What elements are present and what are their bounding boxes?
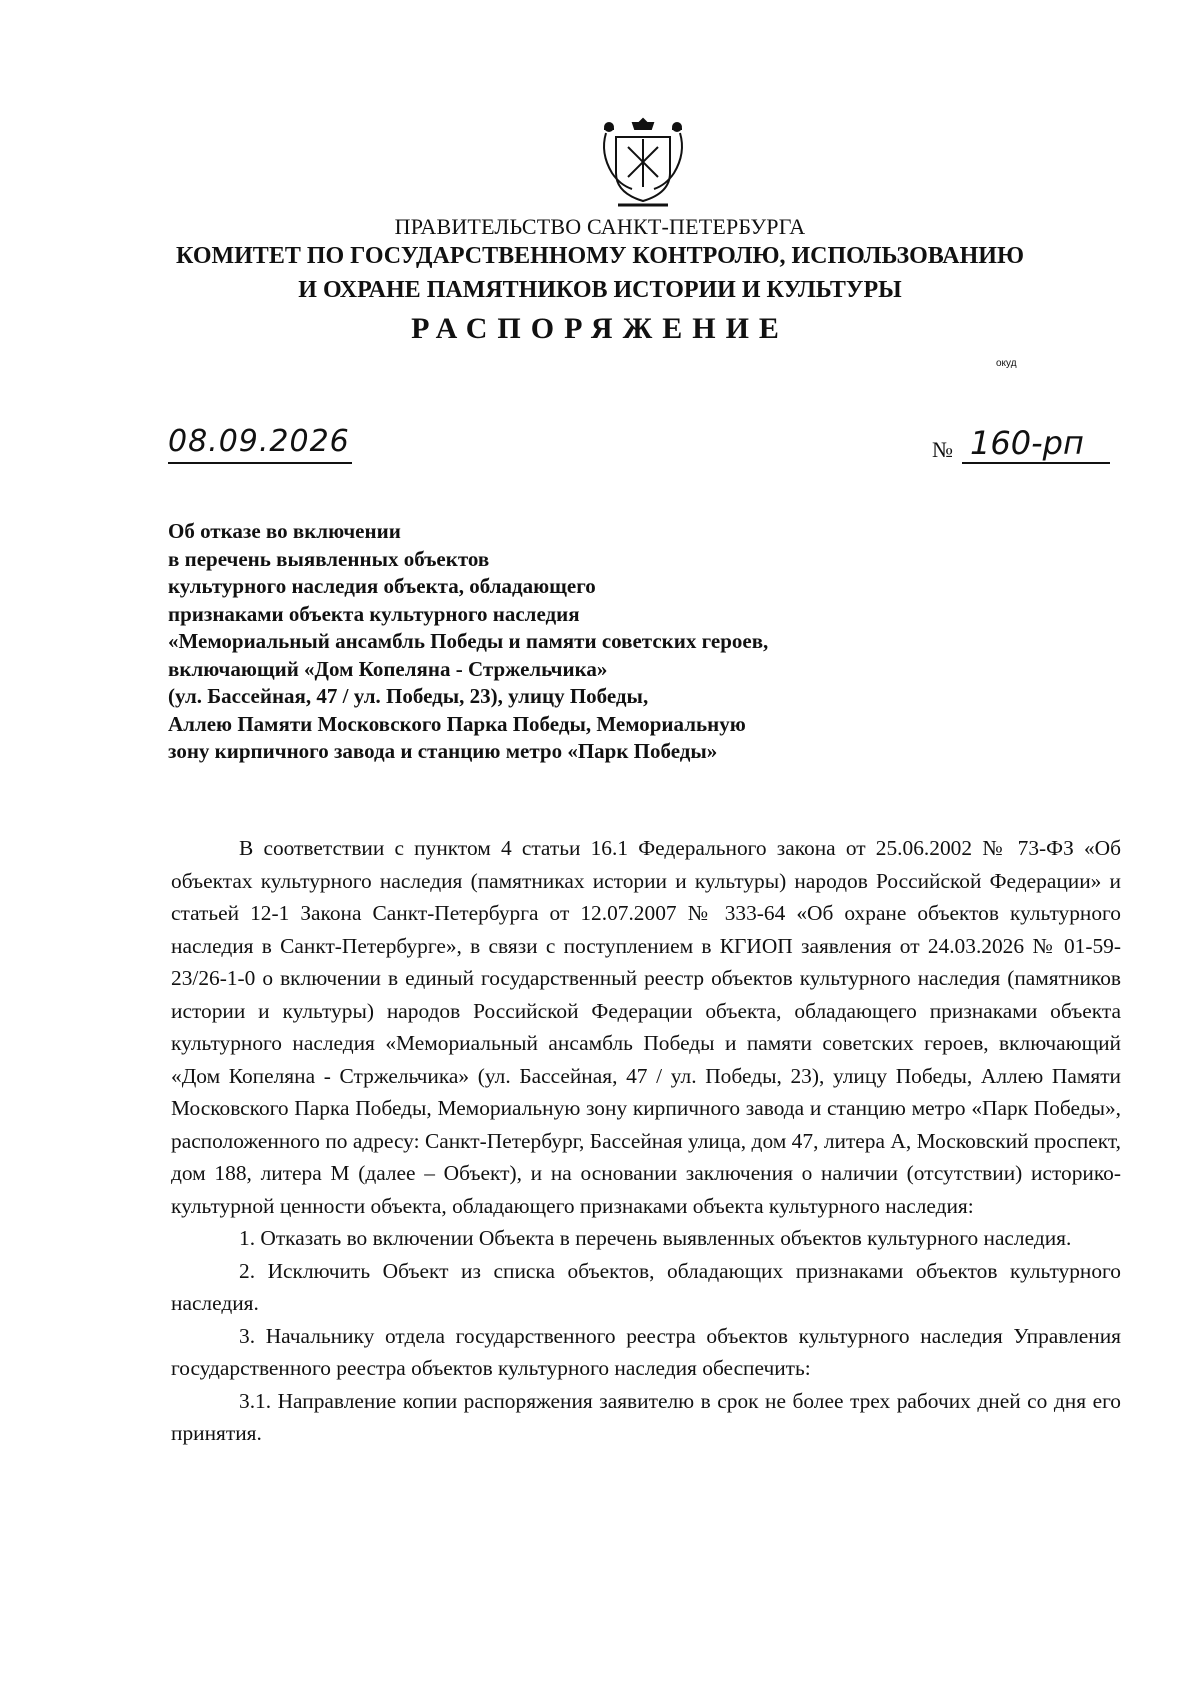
subject-line: (ул. Бассейная, 47 / ул. Победы, 23), улицу Победы, — [168, 684, 649, 708]
subject-line: признаками объекта культурного наследия — [168, 601, 580, 626]
document-type-title: РАСПОРЯЖЕНИЕ — [411, 312, 789, 345]
committee-title-line-2: И ОХРАНЕ ПАМЯТНИКОВ ИСТОРИИ И КУЛЬТУРЫ — [298, 277, 902, 303]
subject-line: культурного наследия объекта, обладающего — [168, 574, 596, 598]
document-subject — [168, 518, 768, 766]
subject-line: в перечень выявленных объектов — [168, 546, 490, 571]
okud-label: окуд — [996, 358, 1017, 369]
body-paragraph-item-3-1: 3.1. Направление копии распоряжения заявителю в срок не более трех рабочих дней со дня его принятия. — [171, 1388, 1121, 1445]
document-number: 160-рп — [970, 424, 1084, 462]
subject-line: Об отказе во включении — [168, 519, 401, 543]
subject-line: «Мемориальный ансамбль Победы и памяти советских героев, — [168, 629, 769, 653]
subject-line: включающий «Дом Копеляна - Стржельчика» — [168, 656, 608, 681]
body-paragraph-item-1: 1. Отказать во включении Объекта в перечень выявленных объектов культурного наследия. — [239, 1226, 1072, 1250]
number-sign: № — [932, 437, 953, 462]
government-title: ПРАВИТЕЛЬСТВО САНКТ-ПЕТЕРБУРГА — [394, 214, 806, 239]
number-underline — [962, 462, 1110, 464]
body-paragraph-item-2: 2. Исключить Объект из списка объектов, обладающих признаками объектов культурного наследия. — [171, 1258, 1121, 1315]
subject-line: Аллею Памяти Московского Парка Победы, Мемориальную — [168, 711, 746, 736]
body-paragraph-preamble: В соответствии с пунктом 4 статьи 16.1 Федерального закона от 25.06.2002 № 73-ФЗ «Об объектах культурного наследия (памятниках истории и культуры) народов Российской Федерации» и статьей 12-1 Закона Санкт-Петербурга от 12.07.2007 № 333-64 «Об охране объектов культурного наследия в Санкт-Петербурге», в связи с поступлением в КГИОП заявления от 24.03.2026 № 01-59-23/26-1-0 о включении в единый государственный реестр объектов культурного наследия (памятников истории и культуры) народов Российской Федерации объекта, обладающего признаками объекта культурного наследия «Мемориальный ансамбль Победы и памяти советских героев, включающий «Дом Копеляна - Стржельчика» (ул. Бассейная, 47 / ул. Победы, 23), улицу Победы, Аллею Памяти Московского Парка Победы, Мемориальную зону кирпичного завода и станцию метро «Парк Победы», расположенного по адресу: Санкт-Петербург, Бассейная улица, дом 47, литера А, Московский проспект, дом 188, литера М (далее – Объект), и на основании заключения о наличии (отсутствии) историко-культурной ценности объекта, обладающего признаками объекта культурного наследия: — [171, 836, 1121, 1218]
document-date: 08.09.2026 — [168, 424, 350, 459]
committee-title-line-1: КОМИТЕТ ПО ГОСУДАРСТВЕННОМУ КОНТРОЛЮ, ИСПОЛЬЗОВАНИЮ — [176, 243, 1024, 269]
st-petersburg-coat-of-arms-icon — [598, 115, 688, 215]
document-body — [171, 832, 1121, 1450]
subject-line: зону кирпичного завода и станцию метро «Парк Победы» — [168, 739, 718, 763]
date-underline — [168, 462, 352, 464]
body-paragraph-item-3: 3. Начальнику отдела государственного реестра объектов культурного наследия Управления государственного реестра объектов культурного наследия обеспечить: — [171, 1323, 1121, 1380]
